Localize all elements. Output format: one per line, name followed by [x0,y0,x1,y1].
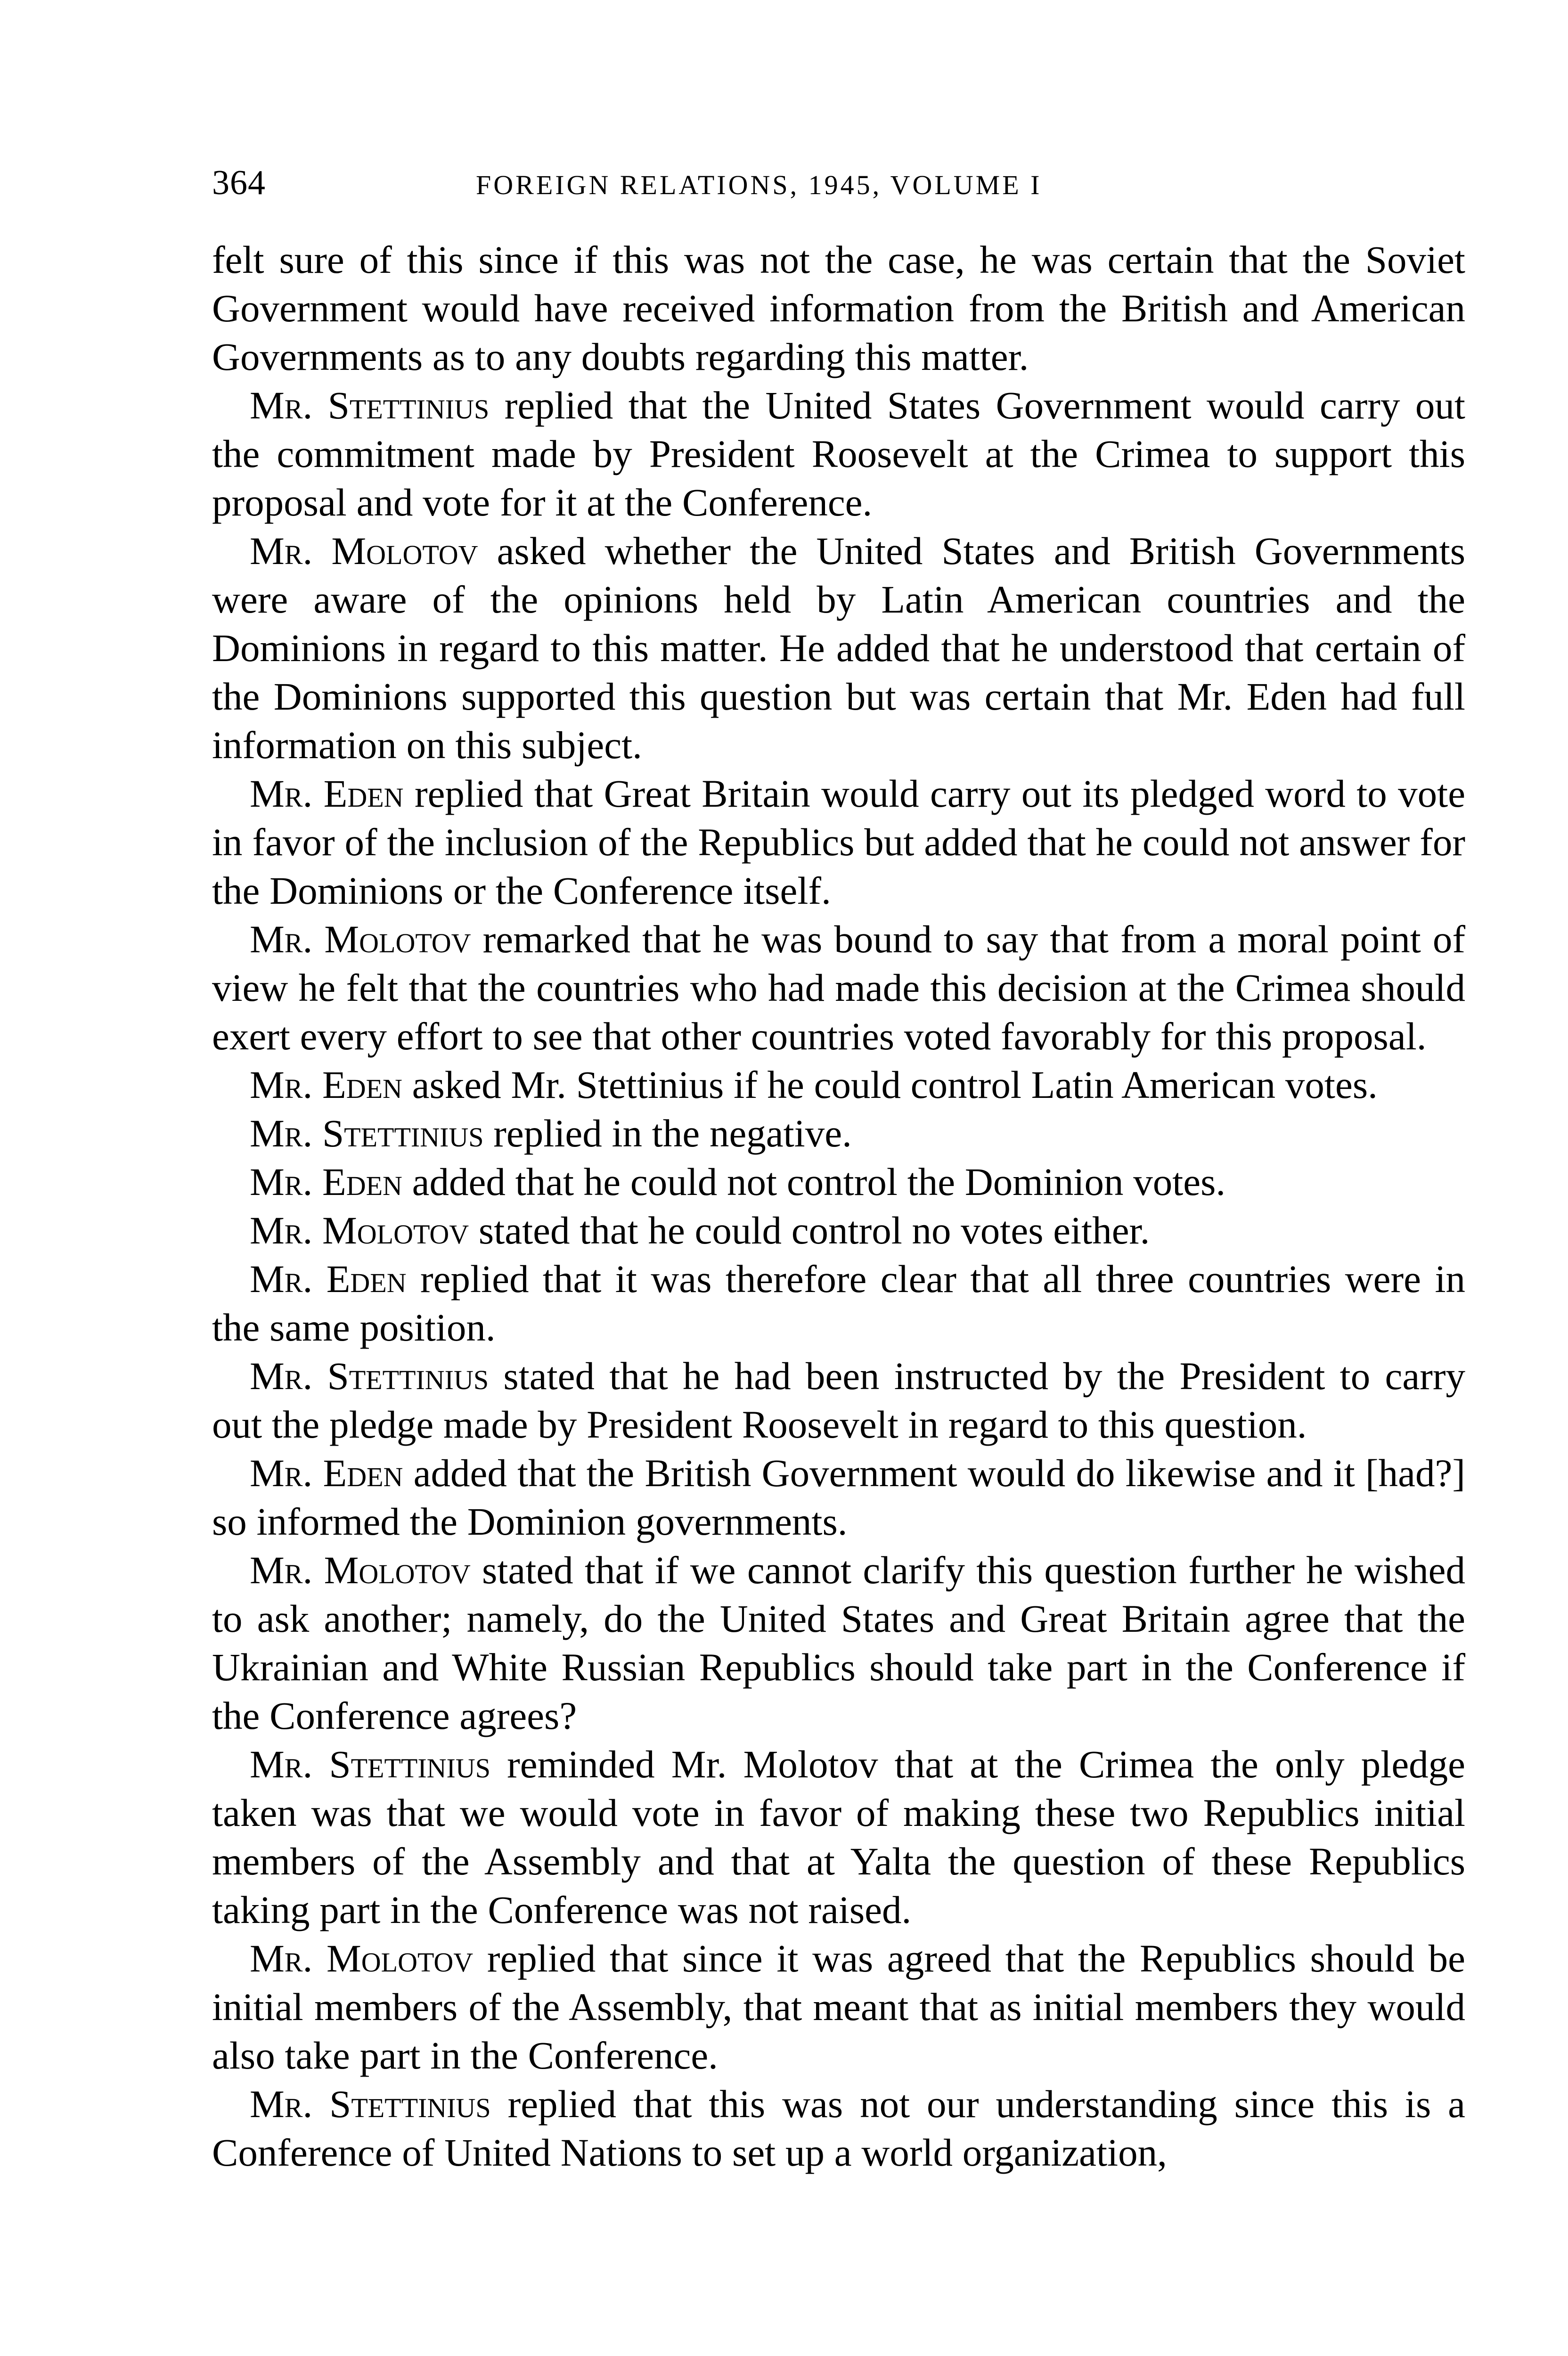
speaker-name: Molotov [326,1937,474,1980]
paragraph-text: replied that the United States Government would carry out the commitment made by President Roosevelt at the Crimea to support this proposal and vote for it at the Conference. [212,384,1465,524]
speaker-title: Mr. [250,1742,313,1786]
paragraph-text: remarked that he was bound to say that from a moral point of view he felt that the countries who had made this decision at the Crimea should exert every effort to see that other countries voted favorably for this proposal. [212,917,1466,1058]
paragraph [212,236,1465,381]
speaker-title: Mr. [250,1209,313,1252]
speaker-name: Eden [323,772,404,815]
speaker-title: Mr. [250,1063,313,1106]
paragraph [212,1109,1465,1158]
speaker-title: Mr. [250,1160,313,1203]
speaker-name: Molotov [322,1209,469,1252]
paragraph-text: asked Mr. Stettinius if he could control Latin American votes. [412,1063,1378,1106]
paragraph-text: stated that if we cannot clarify this question further he wished to ask another; namely, do the United States and Great Britain agree that the Ukrainian and White Russian Republics should take part in the Conference if the Conference agrees? [212,1548,1465,1737]
speaker-name: Stettinius [322,1112,484,1155]
paragraph [212,527,1465,769]
speaker-title: Mr. [250,1937,313,1980]
speaker-name: Molotov [324,1548,471,1592]
paragraph [212,1061,1465,1109]
paragraph [212,1546,1465,1740]
speaker-title: Mr. [250,917,313,961]
speaker-title: Mr. [250,1354,313,1398]
speaker-title: Mr. [250,1451,313,1495]
speaker-name: Molotov [331,529,478,573]
speaker-name: Stettinius [327,384,490,427]
paragraph [212,1934,1465,2080]
speaker-title: Mr. [250,384,313,427]
paragraph [212,2080,1465,2177]
paragraph-text: felt sure of this since if this was not the case, he was certain that the Soviet Government would have received information from the British and American Governments as to any doubts regarding this matter. [212,238,1465,378]
paragraph [212,1158,1465,1206]
speaker-name: Molotov [324,917,471,961]
paragraph-text: reminded Mr. Molotov that at the Crimea the only pledge taken was that we would vote in favor of making these two Republics initial members of the Assembly and that at Yalta the question of these Republics taking part in the Conference was not raised. [212,1742,1466,1931]
paragraph [212,1740,1465,1934]
paragraph-text: replied that since it was agreed that the Republics should be initial members of the Assembly, that meant that as initial members they would also take part in the Conference. [212,1937,1466,2077]
speaker-name: Stettinius [327,1354,489,1398]
paragraph [212,381,1465,527]
speaker-title: Mr. [250,2082,313,2126]
page-number: 364 [212,164,266,202]
paragraph-text: stated that he had been instructed by the President to carry out the pledge made by President Roosevelt in regard to this question. [212,1354,1466,1446]
body-text [212,236,1465,2177]
paragraph-text: replied that it was therefore clear that all three countries were in the same position. [212,1257,1465,1349]
paragraph [212,915,1465,1061]
paragraph-text: replied that this was not our understanding since this is a Conference of United Nations to set up a world organization, [212,2082,1466,2174]
speaker-name: Eden [322,1160,402,1203]
speaker-name: Eden [323,1451,403,1495]
running-title: FOREIGN RELATIONS, 1945, VOLUME I [476,170,1042,200]
paragraph-text: added that he could not control the Dominion votes. [412,1160,1226,1203]
paragraph [212,1449,1465,1546]
paragraph-text: stated that he could control no votes either. [478,1209,1150,1252]
speaker-title: Mr. [250,1112,313,1155]
paragraph-text: asked whether the United States and British Governments were aware of the opinions held by Latin American countries and the Dominions in regard to this matter. He added that he understood that certain of the Dominions supported this question but was certain that Mr. Eden had full information on this subject. [212,529,1466,767]
paragraph [212,1255,1465,1352]
speaker-title: Mr. [250,1548,313,1592]
paragraph [212,1206,1465,1255]
paragraph-text: replied in the negative. [493,1112,852,1155]
paragraph-text: replied that Great Britain would carry out its pledged word to vote in favor of the inclusion of the Republics but added that he could not answer for the Dominions or the Conference itself. [212,772,1466,912]
speaker-name: Stettinius [329,1742,490,1786]
paragraph [212,769,1465,915]
speaker-name: Eden [322,1063,402,1106]
paragraph-text: added that the British Government would do likewise and it [had?] so informed the Dominion governments. [212,1451,1466,1543]
speaker-name: Stettinius [329,2082,491,2126]
speaker-title: Mr. [250,529,313,573]
speaker-title: Mr. [250,1257,313,1301]
page-header [212,159,1465,211]
speaker-title: Mr. [250,772,313,815]
paragraph [212,1352,1465,1449]
speaker-name: Eden [326,1257,407,1301]
